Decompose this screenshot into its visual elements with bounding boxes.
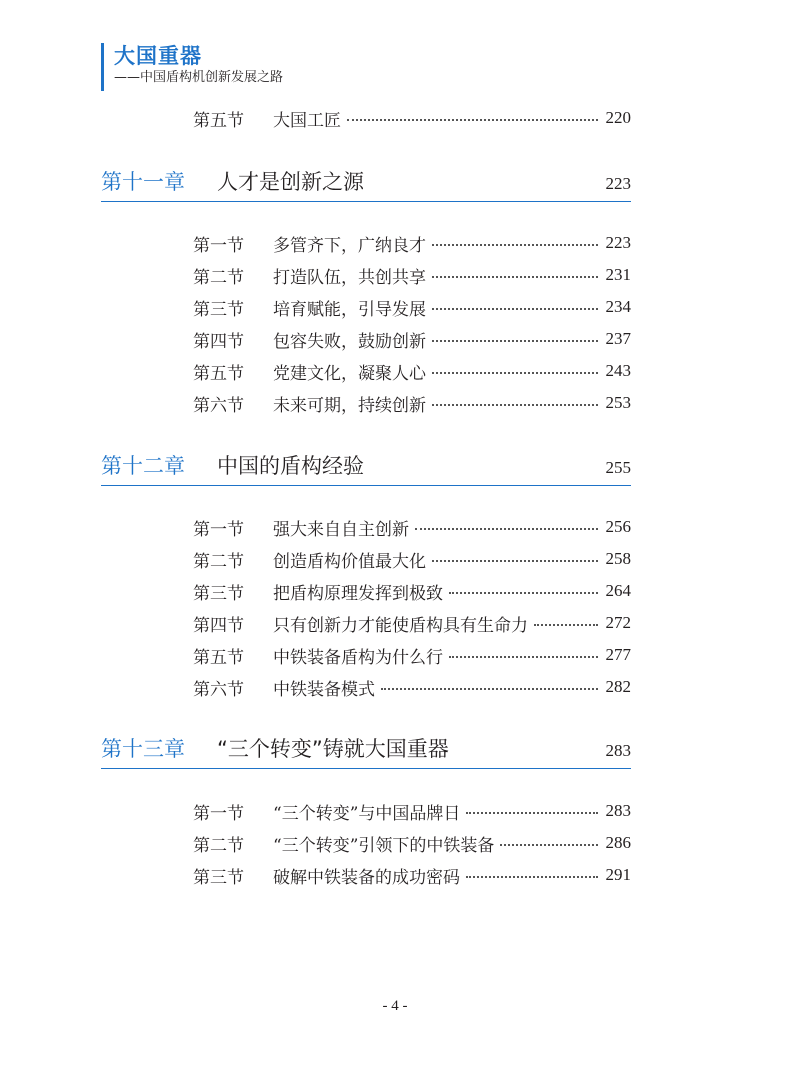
toc-section-entry xyxy=(193,829,631,857)
toc-section-entry xyxy=(193,577,631,605)
section-page: 286 xyxy=(605,833,631,852)
section-number: 第二节 xyxy=(193,551,244,572)
section-title: 包容失败，鼓励创新 xyxy=(273,331,426,352)
running-header xyxy=(101,43,283,91)
chapter-title: 中国的盾构经验 xyxy=(217,454,364,478)
dot-leader xyxy=(534,624,598,626)
chapter-heading xyxy=(101,446,631,486)
toc-section-entry xyxy=(193,545,631,573)
chapter-heading xyxy=(101,729,631,769)
section-page: 291 xyxy=(605,865,631,884)
toc-section-entry xyxy=(193,513,631,541)
toc-section-entry xyxy=(193,293,631,321)
dot-leader xyxy=(432,560,598,562)
section-title: 中铁装备盾构为什么行 xyxy=(273,647,443,668)
section-title: 破解中铁装备的成功密码 xyxy=(273,867,460,888)
section-page: 282 xyxy=(605,677,631,696)
dot-leader xyxy=(432,340,598,342)
page-number: - 4 - xyxy=(382,998,408,1014)
section-title: 只有创新力才能使盾构具有生命力 xyxy=(273,615,528,636)
section-title: 大国工匠 xyxy=(273,110,341,131)
dot-leader xyxy=(449,656,598,658)
dot-leader xyxy=(347,119,598,121)
section-title: 中铁装备模式 xyxy=(273,679,375,700)
toc-section-entry xyxy=(193,357,631,385)
toc-section-entry xyxy=(193,389,631,417)
toc-section-entry xyxy=(193,861,631,889)
chapter-page: 255 xyxy=(605,458,631,477)
chapter-heading xyxy=(101,162,631,202)
section-page: 258 xyxy=(605,549,631,568)
dot-leader xyxy=(466,812,597,814)
section-number: 第一节 xyxy=(193,235,244,256)
section-number: 第三节 xyxy=(193,583,244,604)
section-number: 第四节 xyxy=(193,615,244,636)
section-title: 未来可期，持续创新 xyxy=(273,395,426,416)
dot-leader xyxy=(432,404,598,406)
section-page: 283 xyxy=(605,801,631,820)
section-title: 把盾构原理发挥到极致 xyxy=(273,583,443,604)
toc-section-entry xyxy=(193,641,631,669)
section-title: “三个转变”与中国品牌日 xyxy=(273,803,461,824)
dot-leader xyxy=(466,876,598,878)
chapter-number: 第十一章 xyxy=(101,170,185,194)
section-page: 243 xyxy=(605,361,631,380)
section-title: 强大来自自主创新 xyxy=(273,519,409,540)
section-page: 223 xyxy=(605,233,631,252)
dot-leader xyxy=(415,528,598,530)
toc-section-entry xyxy=(193,673,631,701)
toc-section-entry xyxy=(193,797,631,825)
chapter-number: 第十三章 xyxy=(101,737,185,761)
section-number: 第五节 xyxy=(193,363,244,384)
section-title: “三个转变”引领下的中铁装备 xyxy=(273,835,495,856)
section-number: 第三节 xyxy=(193,867,244,888)
toc-section-entry xyxy=(193,609,631,637)
section-title: 打造队伍，共创共享 xyxy=(273,267,426,288)
section-page: 253 xyxy=(605,393,631,412)
chapter-page: 283 xyxy=(605,741,631,760)
section-number: 第四节 xyxy=(193,331,244,352)
section-number: 第二节 xyxy=(193,267,244,288)
section-number: 第二节 xyxy=(193,835,244,856)
chapter-page: 223 xyxy=(605,174,631,193)
chapter-title: “三个转变”铸就大国重器 xyxy=(217,737,449,761)
dot-leader xyxy=(432,308,598,310)
section-page: 256 xyxy=(605,517,631,536)
section-title: 多管齐下，广纳良才 xyxy=(273,235,426,256)
section-number: 第三节 xyxy=(193,299,244,320)
book-title: 大国重器 xyxy=(114,44,202,68)
toc-section-entry xyxy=(193,229,631,257)
dot-leader xyxy=(432,372,598,374)
section-title: 培育赋能，引导发展 xyxy=(273,299,426,320)
section-number: 第一节 xyxy=(193,519,244,540)
toc-section-entry xyxy=(193,261,631,289)
section-number: 第六节 xyxy=(193,395,244,416)
toc-section-entry xyxy=(193,104,631,132)
dot-leader xyxy=(500,844,597,846)
section-number: 第一节 xyxy=(193,803,244,824)
section-page: 234 xyxy=(605,297,631,316)
chapter-title: 人才是创新之源 xyxy=(217,170,364,194)
section-page: 231 xyxy=(605,265,631,284)
section-number: 第五节 xyxy=(193,647,244,668)
dot-leader xyxy=(449,592,598,594)
toc-section-entry xyxy=(193,325,631,353)
book-subtitle: ——中国盾构机创新发展之路 xyxy=(114,70,284,85)
dot-leader xyxy=(381,688,598,690)
section-page: 272 xyxy=(605,613,631,632)
section-page: 220 xyxy=(605,108,631,127)
section-page: 264 xyxy=(605,581,631,600)
section-page: 237 xyxy=(605,329,631,348)
chapter-number: 第十二章 xyxy=(101,454,185,478)
section-title: 党建文化，凝聚人心 xyxy=(273,363,426,384)
section-page: 277 xyxy=(605,645,631,664)
section-title: 创造盾构价值最大化 xyxy=(273,551,426,572)
section-number: 第五节 xyxy=(193,110,244,131)
dot-leader xyxy=(432,244,598,246)
section-number: 第六节 xyxy=(193,679,244,700)
dot-leader xyxy=(432,276,598,278)
